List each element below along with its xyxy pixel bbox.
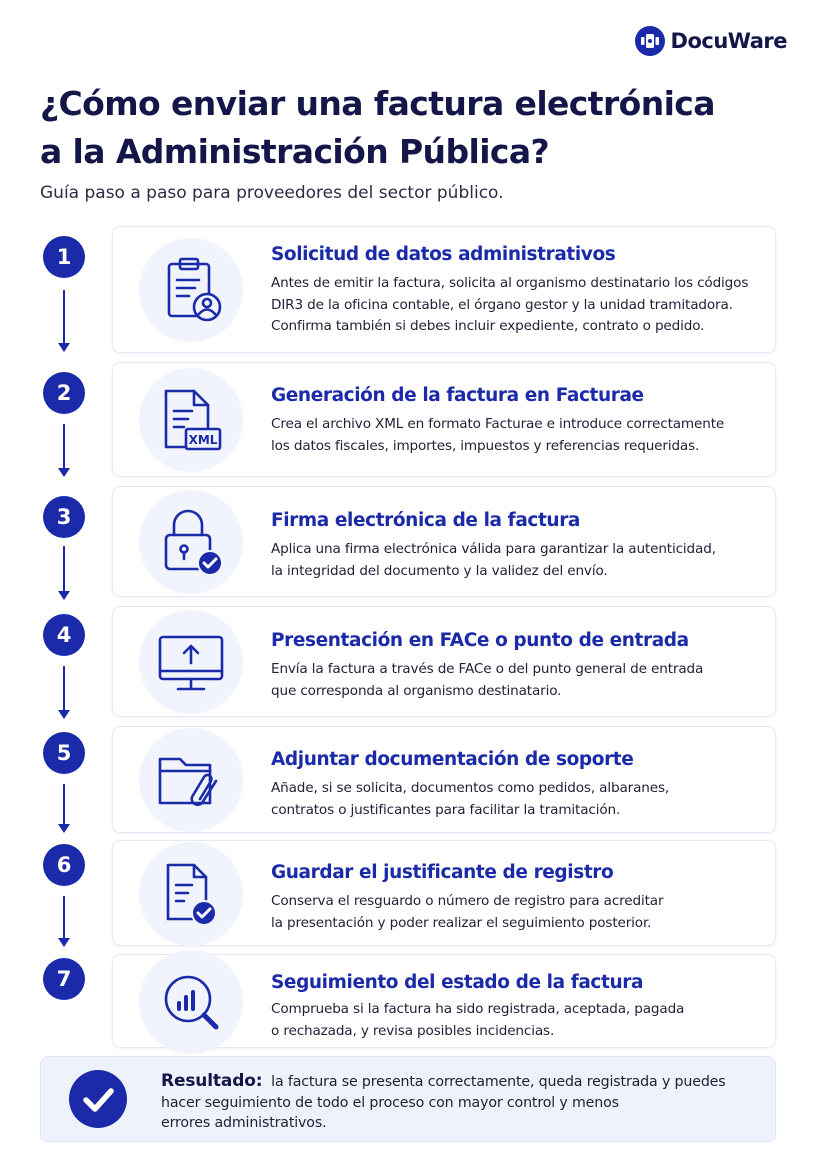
result-line-1: la factura se presenta correctamente, queda registrada y puedes bbox=[271, 1074, 726, 1090]
step-number-1: 1 bbox=[43, 236, 85, 278]
xml-icon-label: XML bbox=[188, 433, 218, 447]
step-description-7 bbox=[271, 999, 767, 1042]
step-description-2 bbox=[271, 414, 767, 457]
step-card-7 bbox=[112, 954, 776, 1048]
result-line-2: hacer seguimiento de todo el proceso con mayor control y menos bbox=[161, 1094, 619, 1111]
step-arrow-1 bbox=[63, 290, 65, 350]
step-card-6 bbox=[112, 840, 776, 946]
step-number-3: 3 bbox=[43, 496, 85, 538]
step-arrow-5 bbox=[63, 784, 65, 831]
page-title-line-1: ¿Cómo enviar una factura electrónica bbox=[40, 84, 715, 123]
check-circle-icon bbox=[69, 1070, 127, 1128]
step-card-2 bbox=[112, 362, 776, 477]
docuware-logo-text: DocuWare bbox=[670, 29, 787, 53]
step-arrow-3 bbox=[63, 546, 65, 598]
step-3-line-2: la integridad del documento y la validez del envío. bbox=[271, 562, 608, 579]
step-number-6: 6 bbox=[43, 844, 85, 886]
step-number-4: 4 bbox=[43, 614, 85, 656]
step-7-line-2: o rechazada, y revisa posibles incidencias. bbox=[271, 1022, 555, 1039]
clipboard-user-icon bbox=[139, 238, 243, 342]
page-title-line-2: a la Administración Pública? bbox=[40, 132, 550, 171]
magnifier-chart-icon bbox=[139, 950, 243, 1054]
step-5-line-1: Añade, si se solicita, documentos como pedidos, albaranes, bbox=[271, 780, 670, 796]
step-2-line-1: Crea el archivo XML en formato Facturae e introduce correctamente bbox=[271, 416, 725, 432]
step-title-3: Firma electrónica de la factura bbox=[271, 510, 581, 531]
monitor-upload-icon bbox=[139, 610, 243, 714]
step-2-line-2: los datos fiscales, importes, impuestos y referencias requeridas. bbox=[271, 437, 700, 454]
step-title-2: Generación de la factura en Facturae bbox=[271, 385, 644, 406]
step-description-1 bbox=[271, 273, 767, 338]
xml-document-icon bbox=[139, 368, 243, 472]
result-box bbox=[40, 1056, 776, 1142]
step-title-6: Guardar el justificante de registro bbox=[271, 862, 614, 883]
folder-paperclip-icon bbox=[139, 728, 243, 832]
step-description-4 bbox=[271, 659, 767, 702]
step-arrow-6 bbox=[63, 896, 65, 945]
step-card-5 bbox=[112, 726, 776, 833]
step-card-3 bbox=[112, 486, 776, 597]
step-description-5 bbox=[271, 778, 767, 821]
page-title bbox=[40, 80, 760, 176]
step-7-line-1: Comprueba si la factura ha sido registrada, aceptada, pagada bbox=[271, 1001, 685, 1017]
step-3-line-1: Aplica una firma electrónica válida para garantizar la autenticidad, bbox=[271, 541, 716, 557]
step-description-3 bbox=[271, 539, 767, 582]
step-arrow-4 bbox=[63, 666, 65, 717]
step-1-line-3: Confirma también si debes incluir expediente, contrato o pedido. bbox=[271, 318, 705, 334]
docuware-logo-icon bbox=[635, 26, 665, 56]
step-6-line-2: la presentación y poder realizar el seguimiento posterior. bbox=[271, 914, 652, 931]
step-6-line-1: Conserva el resguardo o número de registro para acreditar bbox=[271, 893, 664, 909]
step-arrow-2 bbox=[63, 424, 65, 475]
padlock-check-icon bbox=[139, 490, 243, 594]
step-number-2: 2 bbox=[43, 372, 85, 414]
step-description-6 bbox=[271, 891, 767, 934]
result-line-3: errores administrativos. bbox=[161, 1115, 327, 1131]
step-1-line-2: DIR3 de la oficina contable, el órgano gestor y la unidad tramitadora. bbox=[271, 296, 733, 313]
step-number-5: 5 bbox=[43, 732, 85, 774]
step-title-7: Seguimiento del estado de la factura bbox=[271, 972, 644, 993]
step-card-4 bbox=[112, 606, 776, 717]
page-subtitle: Guía paso a paso para proveedores del sector público. bbox=[40, 183, 504, 203]
step-title-1: Solicitud de datos administrativos bbox=[271, 244, 616, 265]
step-title-5: Adjuntar documentación de soporte bbox=[271, 749, 634, 770]
step-4-line-1: Envía la factura a través de FACe o del punto general de entrada bbox=[271, 661, 704, 677]
step-title-4: Presentación en FACe o punto de entrada bbox=[271, 630, 689, 651]
step-4-line-2: que corresponda al organismo destinatario. bbox=[271, 682, 562, 699]
result-text bbox=[161, 1071, 751, 1134]
step-card-1 bbox=[112, 226, 776, 353]
step-number-7: 7 bbox=[43, 958, 85, 1000]
docuware-logo bbox=[635, 26, 787, 56]
step-5-line-2: contratos o justificantes para facilitar la tramitación. bbox=[271, 801, 621, 818]
result-label: Resultado: bbox=[161, 1071, 263, 1091]
document-check-icon bbox=[139, 842, 243, 946]
step-1-line-1: Antes de emitir la factura, solicita al organismo destinatario los códigos bbox=[271, 275, 749, 291]
